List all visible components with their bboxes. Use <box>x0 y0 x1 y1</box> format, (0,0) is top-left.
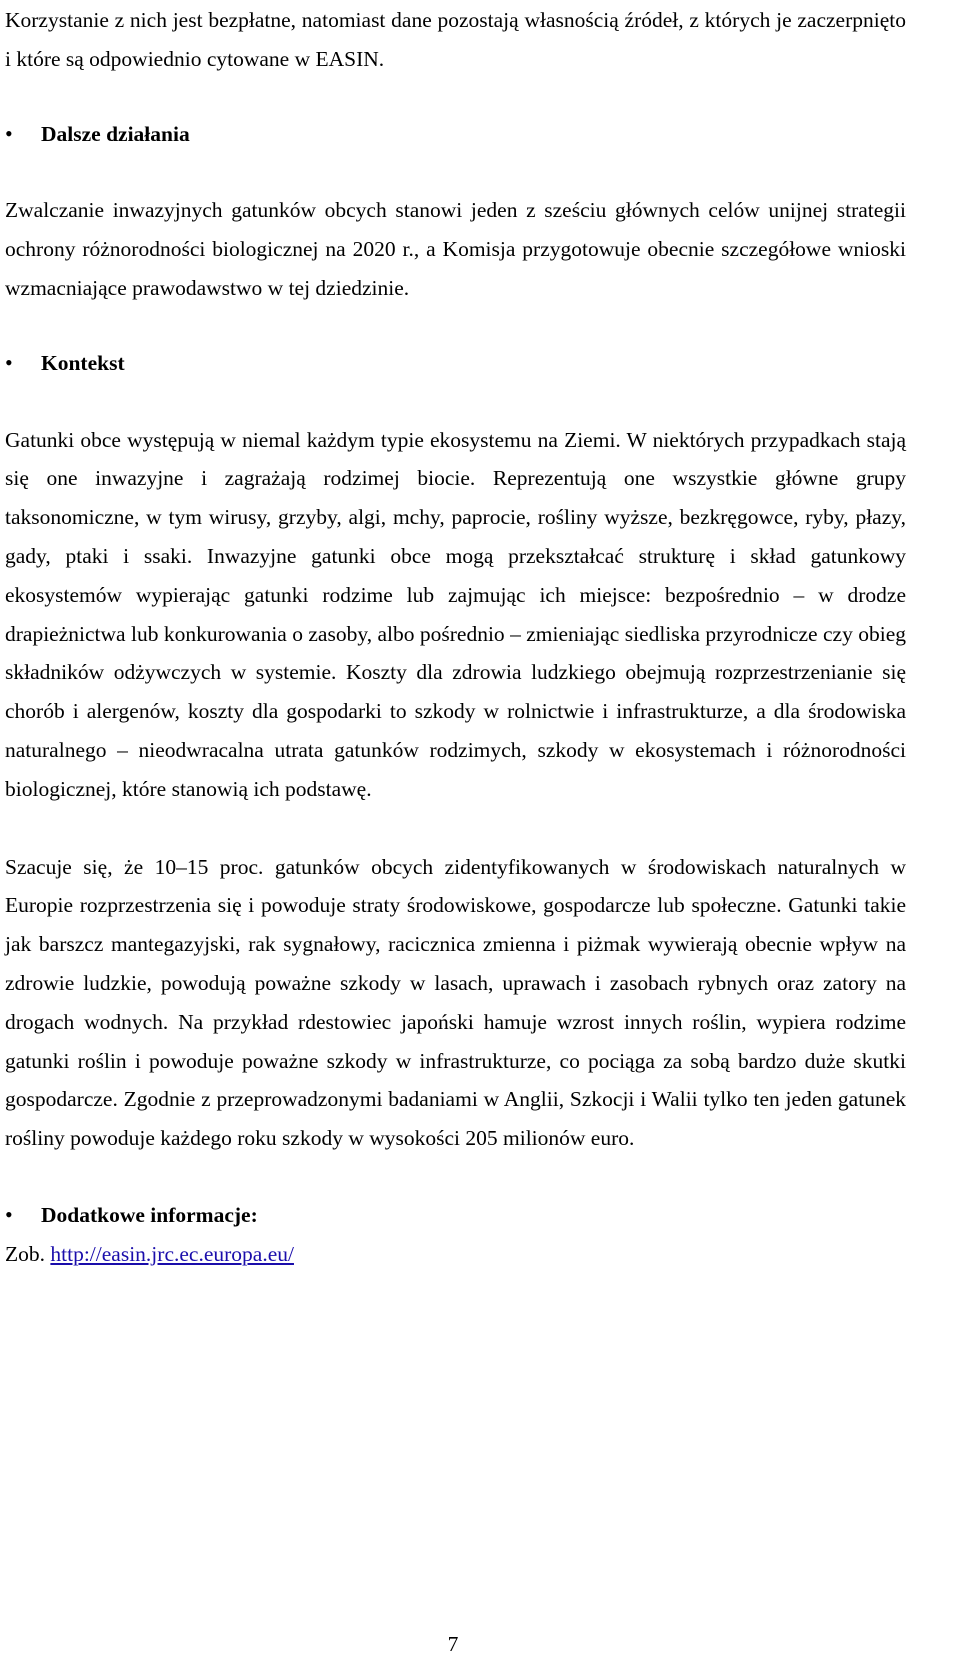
section-heading-dodatkowe-informacje <box>5 1196 906 1235</box>
bullet-icon: • <box>5 349 13 375</box>
section-heading-kontekst <box>5 344 906 383</box>
heading-text: Dalsze działania <box>41 121 190 146</box>
more-info-prefix: Zob. <box>5 1241 46 1266</box>
section-heading-dalsze-dzialania <box>5 115 906 154</box>
paragraph-dalsze-dzialania: Zwalczanie inwazyjnych gatunków obcych stanowi jeden z sześciu głównych celów unijnej strategii ochrony różnorodności biologicznej na 2020 r., a Komisja przygotowuje obecnie szczegółowe wnioski wzmacniające prawodawstwo w tej dziedzinie. <box>5 198 906 300</box>
bullet-icon: • <box>5 120 13 146</box>
heading-text: Dodatkowe informacje: <box>41 1202 258 1227</box>
bullet-icon: • <box>5 1201 13 1227</box>
page-number: 7 <box>447 1632 459 1656</box>
paragraph-kontekst-1: Gatunki obce występują w niemal każdym typie ekosystemu na Ziemi. W niektórych przypadkach stają się one inwazyjne i zagrażają rodzimej biocie. Reprezentują one wszystkie główne grupy taksonomiczne, w tym wirusy, grzyby, algi, mchy, paprocie, rośliny wyższe, bezkręgowce, ryby, płazy, gady, ptaki i ssaki. Inwazyjne gatunki obce mogą przekształcać strukturę i skład gatunkowy ekosystemów wypierając gatunki rodzime lub zajmując ich miejsce: bezpośrednio – w drodze drapieżnictwa lub konkurowania o zasoby, albo pośrednio – zmieniając siedliska przyrodnicze czy obieg składników odżywczych w systemie. Koszty dla zdrowia ludzkiego obejmują rozprzestrzenianie się chorób i alergenów, koszty dla gospodarki to szkody w rolnictwie i infrastrukturze, a dla środowiska naturalnego – nieodwracalna utrata gatunków rodzimych, szkody w ekosystemach i różnorodności biologicznej, które stanowią ich podstawę. <box>5 427 906 801</box>
heading-text: Kontekst <box>41 350 125 375</box>
document-page <box>5 0 906 1274</box>
paragraph-kontekst-2: Szacuje się, że 10–15 proc. gatunków obcych zidentyfikowanych w środowiskach naturalnych w Europie rozprzestrzenia się i powoduje straty środowiskowe, gospodarcze lub społeczne. Gatunki takie jak barszcz mantegazyjski, rak sygnałowy, racicznica zmienna i piżmak wywierają obecnie wpływ na zdrowie ludzkie, powodują poważne szkody w lasach, uprawach i zasobach rybnych oraz zatory na drogach wodnych. Na przykład rdestowiec japoński hamuje wzrost innych roślin, wypiera rodzime gatunki roślin i powoduje poważne szkody w infrastrukturze, co pociąga za sobą bardzo duże skutki gospodarcze. Zgodnie z przeprowadzonymi badaniami w Anglii, Szkocji i Walii tylko ten jeden gatunek rośliny powoduje każdego roku szkody w wysokości 205 milionów euro. <box>5 854 906 1151</box>
more-info-line <box>5 1235 906 1274</box>
intro-paragraph: Korzystanie z nich jest bezpłatne, natomiast dane pozostają własnością źródeł, z których je zaczerpnięto i które są odpowiednio cytowane w EASIN. <box>5 8 906 71</box>
easin-link[interactable]: http://easin.jrc.ec.europa.eu/ <box>50 1241 294 1266</box>
